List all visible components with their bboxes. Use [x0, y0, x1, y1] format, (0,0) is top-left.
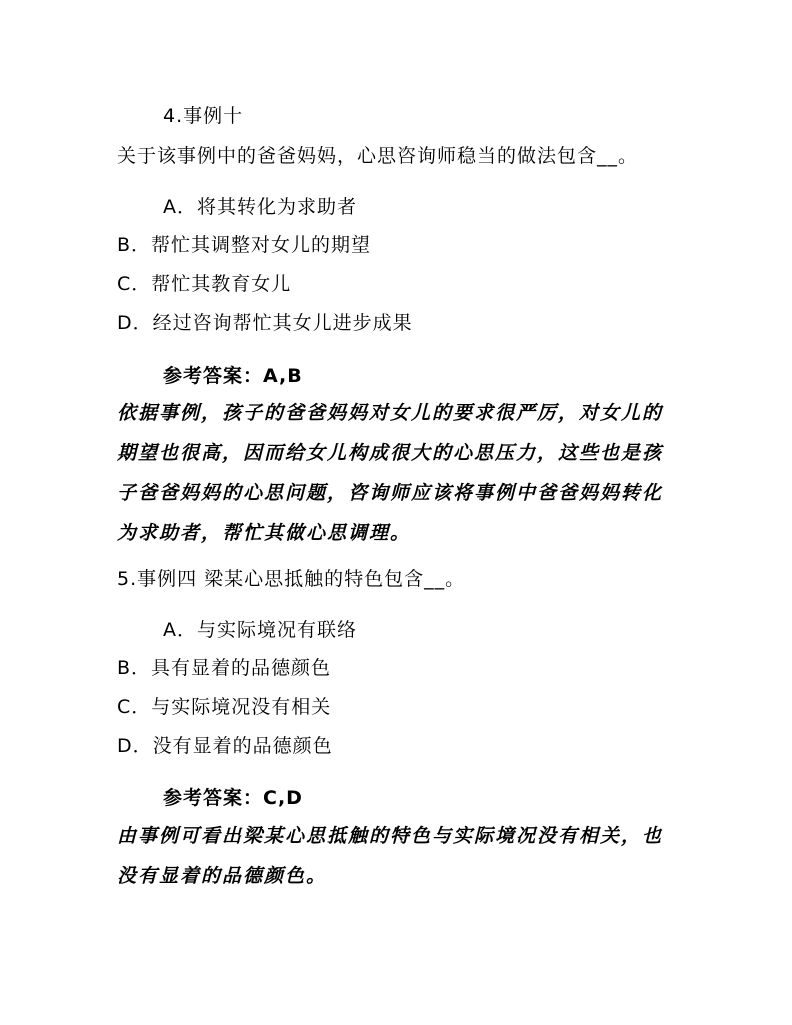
question-4-stem: 关于该事例中的爸爸妈妈，心思咨询师稳当的做法包含__。 [117, 145, 639, 167]
question-4-option-d: D．经过咨询帮忙其女儿进步成果 [117, 312, 413, 334]
question-5-option-c: C．与实际境况没有相关 [117, 696, 332, 718]
question-4-option-b: B．帮忙其调整对女儿的期望 [117, 234, 372, 256]
question-4-explanation: 依据事例，孩子的爸爸妈妈对女儿的要求很严厉，对女儿的期望也很高，因而给女儿构成很大的心思压力，这些也是孩子爸爸妈妈的心思问题，咨询师应该将事例中爸爸妈妈转化为求助者，帮忙其做心思调理。 [117, 402, 664, 544]
question-4-option-c: C．帮忙其教育女儿 [117, 273, 292, 295]
question-4-answer: 参考答案：A,B [163, 365, 303, 387]
question-4-title: 4.事例十 [163, 105, 244, 127]
question-5-title: 5.事例四 梁某心思抵触的特色包含__。 [117, 568, 466, 590]
question-5-option-b: B．具有显着的品德颜色 [117, 657, 332, 679]
question-4-option-a: A．将其转化为求助者 [163, 196, 357, 218]
question-5-answer: 参考答案：C,D [163, 787, 303, 809]
question-5-option-d: D．没有显着的品德颜色 [117, 735, 333, 757]
question-5-explanation: 由事例可看出梁某心思抵触的特色与实际境况没有相关，也没有显着的品德颜色。 [117, 825, 664, 887]
question-5-option-a: A．与实际境况有联络 [163, 619, 357, 641]
